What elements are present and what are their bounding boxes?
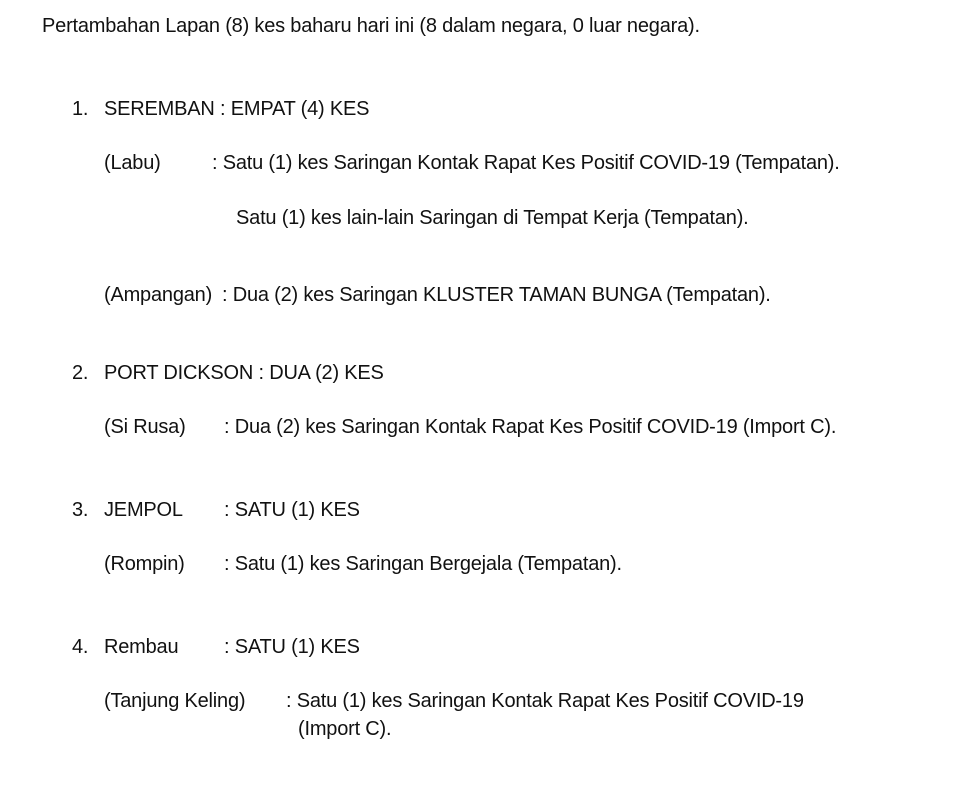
area-case-detail: : Satu (1) kes Saringan Bergejala (Tempatan). <box>224 553 622 575</box>
area-case-detail: : Satu (1) kes Saringan Kontak Rapat Kes Positif COVID-19 (Tempatan). <box>212 152 840 174</box>
area-label: (Si Rusa) <box>104 416 186 438</box>
area-label: (Labu) <box>104 152 161 174</box>
area-case-detail: : Satu (1) kes Saringan Kontak Rapat Kes Positif COVID-19 <box>286 690 804 712</box>
district-name: Rembau <box>104 636 179 658</box>
section-number: 3. <box>72 499 89 521</box>
district-summary: : SATU (1) KES <box>224 636 360 658</box>
intro-text: Pertambahan Lapan (8) kes baharu hari ini (8 dalam negara, 0 luar negara). <box>42 15 700 37</box>
area-case-detail: Satu (1) kes lain-lain Saringan di Tempat Kerja (Tempatan). <box>236 207 749 229</box>
section-number: 4. <box>72 636 89 658</box>
area-label: (Tanjung Keling) <box>104 690 246 712</box>
district-summary: : SATU (1) KES <box>224 499 360 521</box>
district-heading <box>104 360 384 386</box>
section-number: 2. <box>72 362 89 384</box>
area-label: (Rompin) <box>104 553 185 575</box>
district-summary: : DUA (2) KES <box>258 362 384 384</box>
area-case-detail: (Import C). <box>298 718 392 740</box>
district-name: SEREMBAN <box>104 98 215 120</box>
area-label: (Ampangan) <box>104 284 213 306</box>
section-number: 1. <box>72 98 89 120</box>
district-name: PORT DICKSON <box>104 362 254 384</box>
district-summary: : EMPAT (4) KES <box>220 98 370 120</box>
district-name: JEMPOL <box>104 499 183 521</box>
area-case-detail: : Dua (2) kes Saringan Kontak Rapat Kes Positif COVID-19 (Import C). <box>224 416 837 438</box>
district-heading <box>104 96 369 122</box>
area-case-detail: : Dua (2) kes Saringan KLUSTER TAMAN BUNGA (Tempatan). <box>222 284 771 306</box>
